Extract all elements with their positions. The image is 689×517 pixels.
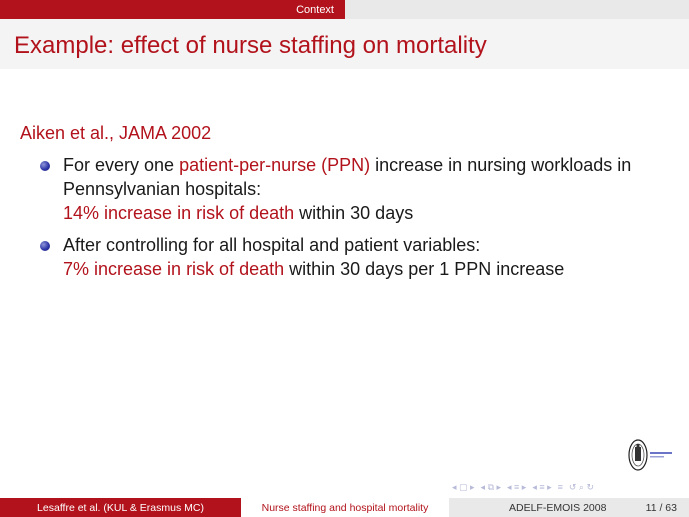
bullet-item-1: For every one patient-per-nurse (PPN) increase in nursing workloads in Pennsylvanian hospitals: 14% increase in risk of death within 30 days (40, 153, 670, 225)
nav-frame-prev-icon[interactable]: ◂ ▢ ▸ (452, 482, 475, 492)
beamer-navigation-symbols (452, 480, 594, 494)
section-nav-context[interactable] (0, 0, 345, 19)
nav-search-icon[interactable]: ↺ ⌕ ↻ (568, 482, 594, 492)
nav-align-icon[interactable]: ≡ (557, 482, 563, 492)
section-label: Context (296, 3, 334, 16)
bullet-ball-icon (40, 161, 50, 171)
highlight-risk-7: 7% increase in risk of death (63, 259, 285, 279)
bullet-ball-icon (40, 241, 50, 251)
bullet-list (40, 153, 670, 289)
footer-authors: Lesaffre et al. (KUL & Erasmus MC) (0, 498, 241, 517)
frame-title-bar (0, 19, 689, 69)
bullet-item-2: After controlling for all hospital and patient variables: 7% increase in risk of death within 30 days per 1 PPN increase (40, 233, 670, 281)
university-seal-icon (626, 438, 684, 472)
nav-subsection-icon[interactable]: ◂ ⧉ ▸ (480, 482, 502, 492)
footer-talk-title: Nurse staffing and hospital mortality (241, 498, 449, 517)
footer-meta (449, 498, 689, 517)
footer-conference: ADELF-EMOIS 2008 (509, 502, 607, 514)
footline (0, 498, 689, 517)
nav-section-icon[interactable]: ◂ ≡ ▸ (507, 482, 527, 492)
page-counter: 11 / 63 (645, 502, 677, 514)
slide-title: Example: effect of nurse staffing on mortality (14, 32, 487, 59)
highlight-risk-14: 14% increase in risk of death (63, 203, 295, 223)
top-navigation-bar (0, 0, 689, 19)
nav-doc-icon[interactable]: ◂ ≡ ▸ (532, 482, 552, 492)
highlight-ppn: patient-per-nurse (PPN) (179, 155, 371, 175)
citation-heading: Aiken et al., JAMA 2002 (20, 123, 212, 143)
